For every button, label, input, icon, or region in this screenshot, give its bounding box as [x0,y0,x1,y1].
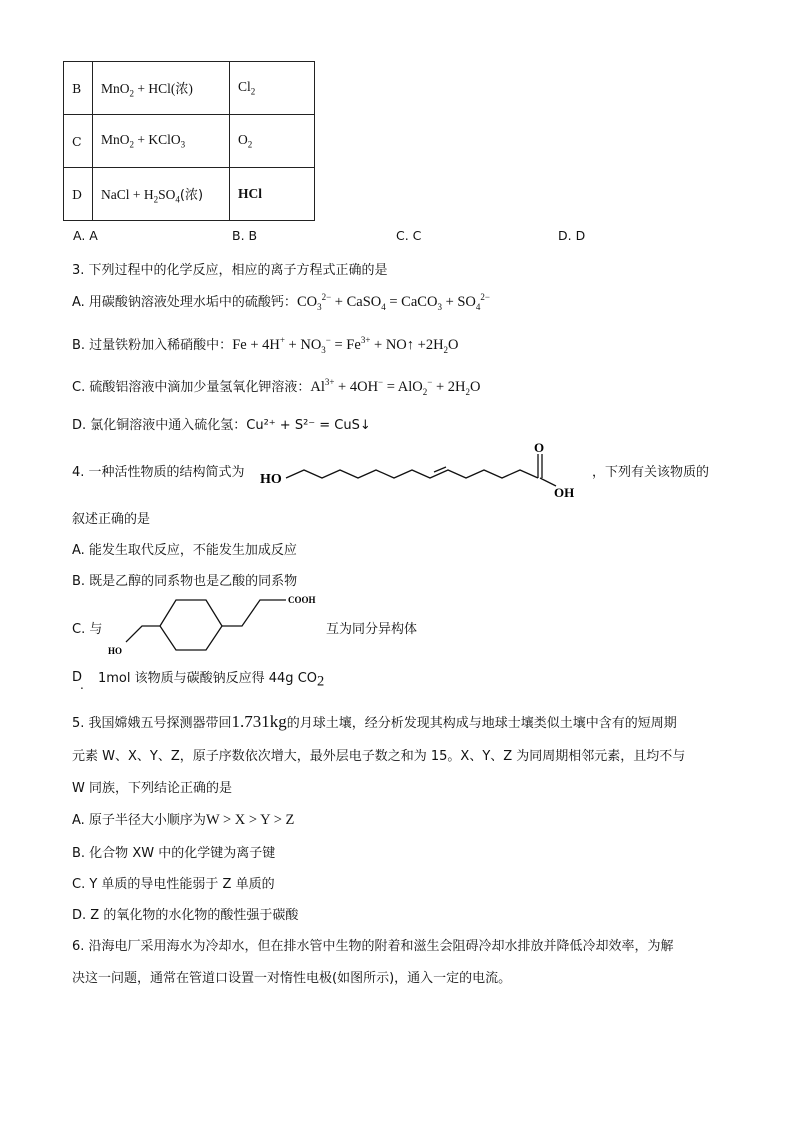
q4-option-c-pre: C. 与 [72,622,103,637]
row-key: C [64,115,93,168]
q5-option-d: D. Z 的氧化物的水化物的酸性强于碳酸 [72,908,299,923]
reagent-cell: MnO$_2$ + HCl(浓) [93,62,230,115]
ho2-label: HO [108,646,123,656]
o-label: O [534,440,545,455]
cooh-label: COOH [288,595,316,605]
row-key: D [64,168,93,221]
q5-line1: 5. 我国嫦娥五号探测器带回1.731kg的月球土壤，经分析发现其构成与地球士壤类似土壤中含有的短周期 [72,712,677,731]
q4-option-b: B. 既是乙醇的同系物也是乙酸的同系物 [72,574,298,589]
q5-option-c: C. Y 单质的导电性能弱于 Z 单质的 [72,877,275,892]
oh-label: OH [554,485,575,500]
q3-option-d: D. 氯化铜溶液中通入硫化氢：Cu²⁺ + S²⁻ = CuS↓ [72,418,371,433]
carbon-chain [286,470,538,478]
table-row [64,168,315,221]
ho-label: HO [260,472,282,487]
q5-line2: 元素 W、X、Y、Z，原子序数依次增大，最外层电子数之和为 15。X、Y、Z 为同周期相邻元素，且均不与 [72,749,686,764]
q6-line1: 6. 沿海电厂采用海水为冷却水，但在排水管中生物的附着和滋生会阻碍冷却水排放并降低冷却效率，为解 [72,939,674,954]
q4-option-c-post: 互为同分异构体 [326,622,418,637]
q2-choice-a: A. A [73,228,98,243]
q3-option-a: A. 用碳酸钠溶液处理水垢中的硫酸钙：$CO_3^{2-}$ + CaSO$_4$ = CaCO$_3$ + $SO_4^{2-}$ [72,292,490,312]
q2-choice-b: B. B [232,228,258,243]
q4-isomer-diagram [104,592,326,658]
q5-line3: W 同族，下列结论正确的是 [72,781,232,796]
product-cell: $Cl_2$ [230,62,315,115]
q3-option-b: B. 过量铁粉加入稀硝酸中：$Fe + 4H^+ + NO_3^- = Fe^{3+}$ + NO↑ $+2H_2O$ [72,335,459,355]
table-row [64,62,315,115]
q4-stem-line2: 叙述正确的是 [72,512,151,527]
q4-option-a: A. 能发生取代反应，不能发生加成反应 [72,543,297,558]
q3-option-c: C. 硫酸铝溶液中滴加少量氢氧化钾溶液：$Al^{3+} + 4OH^- = AlO_2^- + 2H_2O$ [72,377,481,397]
product-cell: HCl [230,168,315,221]
q4-option-d-dot: . [80,678,84,692]
q3-stem: 3. 下列过程中的化学反应，相应的离子方程式正确的是 [72,263,388,278]
q4-option-d-key: D [72,670,83,685]
q4-option-d: 1mol 该物质与碳酸钠反应得 44g $CO_2$ [98,671,325,690]
q6-line2: 决这一问题，通常在管道口设置一对惰性电极(如图所示)，通入一定的电流。 [72,971,512,986]
q4-stem-post: ，下列有关该物质的 [592,465,710,480]
q5-option-a: A. 原子半径大小顺序为W > X > Y > Z [72,812,295,828]
q4-structure-diagram [258,440,598,500]
reagent-table [63,61,315,221]
product-cell: $O_2$ [230,115,315,168]
reagent-cell: MnO$_2$ + KClO$_3$ [93,115,230,168]
q2-choice-d: D. D [558,228,586,243]
cyclohexane-ring [160,600,222,650]
row-key: B [64,62,93,115]
q4-stem-pre: 4. 一种活性物质的结构简式为 [72,465,245,480]
table-row [64,115,315,168]
q5-option-b: B. 化合物 XW 中的化学键为离子键 [72,846,276,861]
q2-choice-c: C. C [396,228,422,243]
reagent-cell: NaCl + $H_2SO_4$(浓) [93,168,230,221]
